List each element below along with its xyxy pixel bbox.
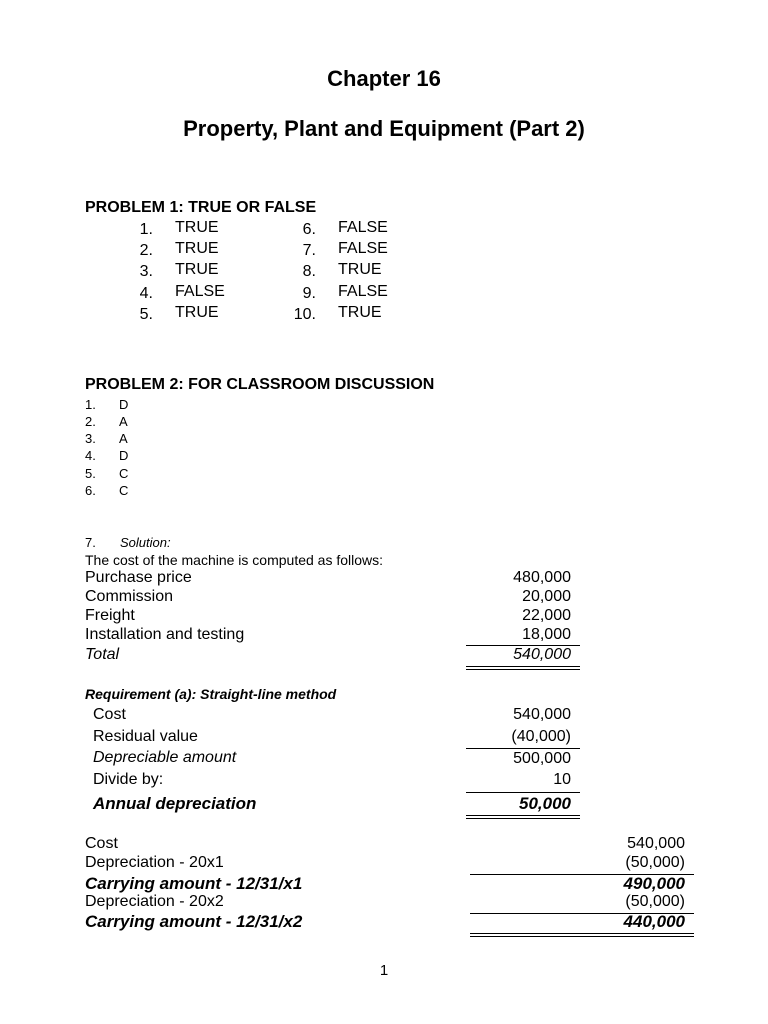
total-double-rule <box>466 669 580 670</box>
solution-label: Solution: <box>120 535 171 550</box>
requirement-a-heading: Requirement (a): Straight-line method <box>85 686 337 702</box>
cost-total-label: Total <box>85 646 120 663</box>
req-row-value: (40,000) <box>511 728 571 745</box>
req-row-label: Depreciable amount <box>93 749 237 766</box>
answer-value: FALSE <box>338 219 388 236</box>
answer-value: A <box>119 431 128 446</box>
answer-number: 10. <box>293 306 316 323</box>
answer-value: A <box>119 414 128 429</box>
cost-total-value: 540,000 <box>513 646 571 663</box>
cost-row-value: 18,000 <box>522 626 571 643</box>
cost-row-label: Installation and testing <box>85 626 245 643</box>
carry-row-value: (50,000) <box>625 893 685 910</box>
answer-value: TRUE <box>175 240 219 257</box>
total-double-rule <box>470 936 694 937</box>
answer-number: 2. <box>139 242 153 259</box>
answer-number: 1. <box>85 397 96 412</box>
total-double-rule <box>466 815 580 816</box>
carry-row-label: Carrying amount - 12/31/x1 <box>85 874 303 893</box>
annual-depreciation-label: Annual depreciation <box>93 794 257 813</box>
total-double-rule <box>466 666 580 667</box>
answer-value: D <box>119 448 129 463</box>
problem2-heading: PROBLEM 2: FOR CLASSROOM DISCUSSION <box>85 376 435 393</box>
annual-depreciation-value: 50,000 <box>519 794 571 813</box>
cost-row-label: Freight <box>85 607 135 624</box>
total-double-rule <box>470 933 694 934</box>
solution-intro: The cost of the machine is computed as follows: <box>85 552 384 568</box>
subtotal-rule <box>466 748 580 749</box>
carry-row-label: Carrying amount - 12/31/x2 <box>85 912 303 931</box>
cost-row-value: 22,000 <box>522 607 571 624</box>
answer-number: 6. <box>85 483 96 498</box>
answer-value: C <box>119 466 129 481</box>
answer-value: FALSE <box>175 283 225 300</box>
answer-number: 9. <box>302 285 316 302</box>
page-number: 1 <box>379 962 389 979</box>
carry-row-label: Depreciation - 20x1 <box>85 854 224 871</box>
answer-number: 5. <box>85 466 96 481</box>
answer-value: TRUE <box>338 304 382 321</box>
answer-value: C <box>119 483 129 498</box>
answer-number: 2. <box>85 414 96 429</box>
carry-row-value: (50,000) <box>625 854 685 871</box>
problem1-heading: PROBLEM 1: TRUE OR FALSE <box>85 199 317 216</box>
answer-number: 4. <box>139 285 153 302</box>
page-title: Property, Plant and Equipment (Part 2) <box>183 116 585 141</box>
cost-row-value: 20,000 <box>522 588 571 605</box>
answer-value: FALSE <box>338 240 388 257</box>
carry-row-value: 440,000 <box>623 912 685 931</box>
req-row-value: 10 <box>553 771 571 788</box>
carry-row-value: 540,000 <box>627 835 685 852</box>
answer-value: D <box>119 397 129 412</box>
answer-value: FALSE <box>338 283 388 300</box>
total-double-rule <box>466 818 580 819</box>
carry-row-value: 490,000 <box>623 874 685 893</box>
subtotal-rule <box>466 792 580 793</box>
answer-number: 4. <box>85 448 96 463</box>
chapter-label: Chapter 16 <box>327 66 441 91</box>
cost-row-label: Commission <box>85 588 174 605</box>
answer-number: 5. <box>139 306 153 323</box>
answer-number: 7. <box>302 242 316 259</box>
req-row-label: Residual value <box>93 728 198 745</box>
cost-row-label: Purchase price <box>85 569 192 586</box>
carry-row-label: Cost <box>85 835 118 852</box>
req-row-value: 500,000 <box>513 750 571 767</box>
answer-number: 1. <box>139 221 153 238</box>
answer-value: TRUE <box>175 219 219 236</box>
answer-number: 8. <box>302 263 316 280</box>
answer-value: TRUE <box>338 261 382 278</box>
answer-value: TRUE <box>175 304 219 321</box>
solution-number: 7. <box>85 535 96 550</box>
req-row-label: Cost <box>93 706 126 723</box>
req-row-label: Divide by: <box>93 771 164 788</box>
answer-number: 3. <box>85 431 96 446</box>
carry-row-label: Depreciation - 20x2 <box>85 893 224 910</box>
req-row-value: 540,000 <box>513 706 571 723</box>
answer-number: 3. <box>139 263 153 280</box>
cost-row-value: 480,000 <box>513 569 571 586</box>
answer-value: TRUE <box>175 261 219 278</box>
answer-number: 6. <box>302 221 316 238</box>
